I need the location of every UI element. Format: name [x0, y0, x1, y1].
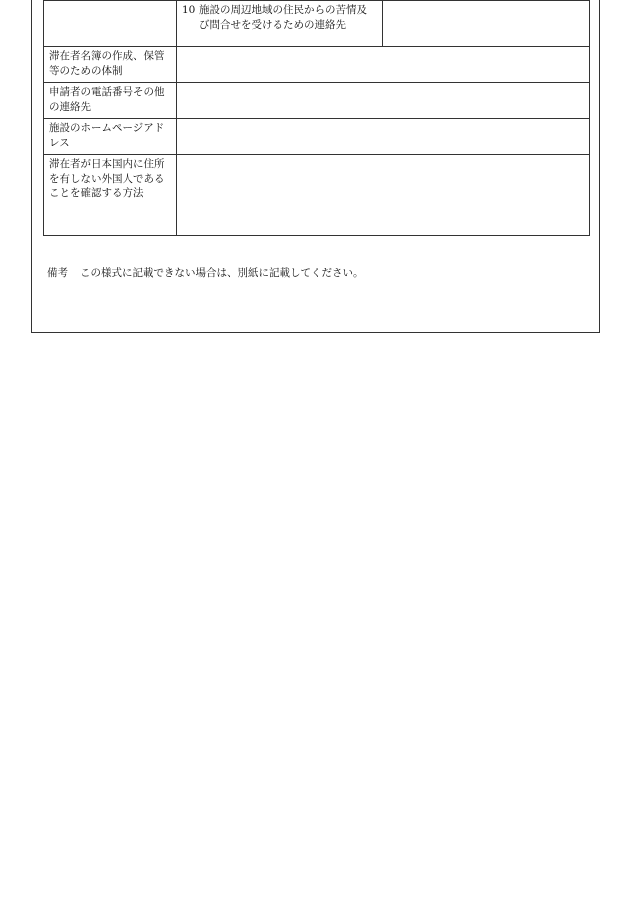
- homepage-label: 施設のホームページアドレス: [44, 119, 177, 155]
- remark-label: 備考: [47, 267, 68, 279]
- complaint-contact-value[interactable]: [383, 1, 590, 47]
- item-number: 10: [182, 4, 196, 16]
- form-row-guest-register: [44, 47, 590, 83]
- applicant-phone-label: 申請者の電話番号その他の連絡先: [44, 83, 177, 119]
- form-row-applicant-phone: [44, 83, 590, 119]
- complaint-contact-label: 施設の周辺地域の住民からの苦情及び問合せを受けるための連絡先: [199, 4, 367, 31]
- remark-text: この様式に記載できない場合は、別紙に記載してください。: [80, 267, 364, 279]
- form-row-complaint-contact: [44, 1, 590, 47]
- applicant-phone-value[interactable]: [177, 83, 590, 119]
- empty-label-cell: [44, 1, 177, 47]
- form-row-homepage: [44, 119, 590, 155]
- remark-note: [47, 266, 364, 281]
- foreigner-check-value[interactable]: [177, 155, 590, 236]
- guest-register-label: 滞在者名簿の作成、保管等のための体制: [44, 47, 177, 83]
- foreigner-check-label: 滞在者が日本国内に住所を有しない外国人であることを確認する方法: [44, 155, 177, 236]
- guest-register-value[interactable]: [177, 47, 590, 83]
- form-row-foreigner-check: [44, 155, 590, 236]
- homepage-value[interactable]: [177, 119, 590, 155]
- complaint-contact-label-cell: [177, 1, 383, 47]
- application-form-table: [43, 0, 590, 236]
